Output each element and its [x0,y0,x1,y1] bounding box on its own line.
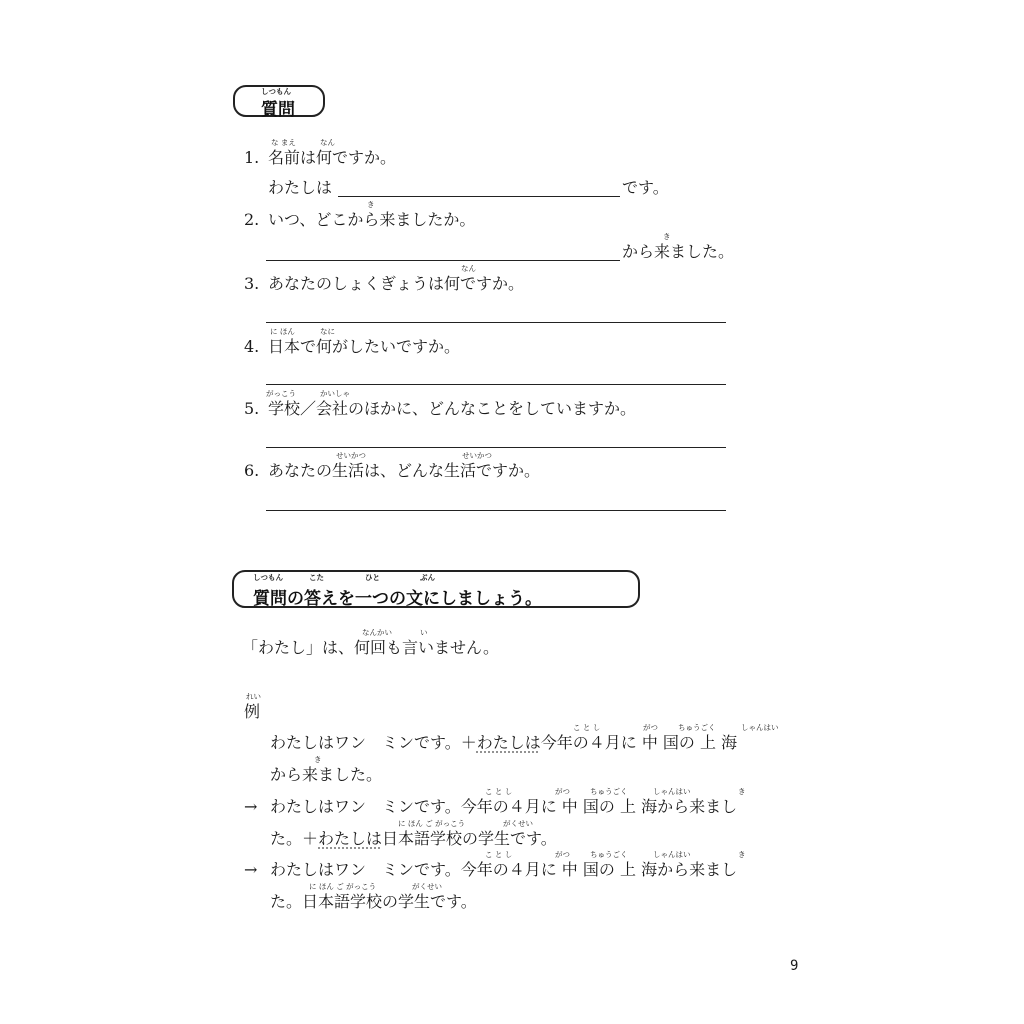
q3-number: 3. [244,274,260,293]
q1-answer-prefix: わたしは [268,178,333,197]
q1-answer-suffix: です。 [622,178,669,197]
example-line-3: わたしはワン ミンです。今年の４月に 中 国の 上 海から来まし [270,797,738,816]
ex3-ruby-5: き [738,787,746,796]
ex5-ruby-4: しゃんはい [653,850,691,859]
ex2-ruby: き [314,755,322,764]
example-label-ruby: れい [246,692,261,701]
section-title-box [233,85,325,120]
q5-text: 学校／会社のほかに、どんなことをしていますか。 [268,399,637,418]
q2-number: 2. [244,210,260,229]
s2-title-ruby-1: しつもん [253,573,283,582]
example-line-2: から来ました。 [270,765,383,784]
q6-answer-line[interactable] [266,510,726,511]
q4-text: 日本で何がしたいですか。 [268,337,461,356]
s2-title-ruby-4: ぶん [420,573,435,582]
example-line-3-arrow: → [244,797,258,816]
note-ruby-1: なんかい [362,628,392,637]
example-line-1-b: 今年の４月に 中 国の 上 海 [540,733,738,752]
ex1-ruby-1: こ と し [573,723,601,732]
q4-answer-line[interactable] [266,384,726,385]
example-line-6: た。日本語学校の学生です。 [270,892,477,911]
title-ruby: しつもん [261,87,291,96]
section2-title: 質問の答えを一つの文にしましょう。 [253,589,542,609]
q6-text: あなたの生活は、どんな生活ですか。 [268,461,541,480]
q3-ruby: なん [461,264,476,273]
q6-ruby-2: せいかつ [462,451,492,460]
section-title: 質問 [261,100,295,120]
q6-number: 6. [244,461,260,480]
s2-title-ruby-3: ひと [365,573,380,582]
q1-ruby-1: な まえ [271,138,296,147]
ex1-ruby-2: がつ [643,723,658,732]
q2-answer-suffix: から来ました。 [622,242,735,261]
q1-number: 1. [244,148,260,167]
ex4-ruby-2: がくせい [503,819,533,828]
example-line-1-a: わたしはワン ミンです。＋ [270,733,477,752]
ex3-ruby-3: ちゅうごく [590,787,628,796]
note-ruby-2: い [420,628,428,637]
note-text: 「わたし」は、何回も言いません。 [242,638,499,657]
q2-text: いつ、どこから来ましたか。 [268,210,476,229]
example-line-4 [270,829,557,849]
q5-ruby-1: がっこう [266,389,296,398]
example-line-5-arrow: → [244,860,258,879]
ex5-ruby-5: き [738,850,746,859]
q5-number: 5. [244,399,260,418]
ex1-ruby-3: ちゅうごく [678,723,716,732]
ex3-ruby-4: しゃんはい [653,787,691,796]
ex5-ruby-3: ちゅうごく [590,850,628,859]
q6-ruby-1: せいかつ [336,451,366,460]
ex3-ruby-1: こ と し [485,787,513,796]
q4-ruby-2: なに [320,327,335,336]
q5-ruby-2: かいしゃ [320,389,350,398]
q1-ruby-2: なん [320,138,335,147]
q3-text: あなたのしょくぎょうは何ですか。 [268,274,525,293]
ex5-ruby-2: がつ [555,850,570,859]
ex6-ruby-2: がくせい [412,882,442,891]
q2-ruby: き [367,200,375,209]
q1-answer-line[interactable] [338,196,620,197]
ex5-ruby-1: こ と し [485,850,513,859]
q2-answer-line[interactable] [266,260,620,261]
ex4-ruby-1: に ほん ご がっこう [398,819,466,828]
example-label: 例 [244,702,261,721]
example-line-4-b: 日本語学校の学生です。 [382,829,557,848]
ex6-ruby-1: に ほん ご がっこう [309,882,377,891]
s2-title-ruby-2: こた [309,573,324,582]
page-number: 9 [790,958,799,974]
q3-answer-line[interactable] [266,322,726,323]
ex1-ruby-4: しゃんはい [741,723,779,732]
q4-number: 4. [244,337,260,356]
section2-title-box [232,570,640,608]
example-line-5: わたしはワン ミンです。今年の４月に 中 国の 上 海から来まし [270,860,738,879]
example-line-4-a: た。＋ [270,829,319,848]
example-line-1-underlined: わたしは [476,733,541,752]
q4-ruby-1: に ほん [270,327,295,336]
example-line-1 [270,733,737,753]
example-line-4-underlined: わたしは [318,829,383,848]
ex3-ruby-2: がつ [555,787,570,796]
q2-answer-ruby: き [663,232,671,241]
q5-answer-line[interactable] [266,447,726,448]
q1-text: 名前は何ですか。 [268,148,397,167]
